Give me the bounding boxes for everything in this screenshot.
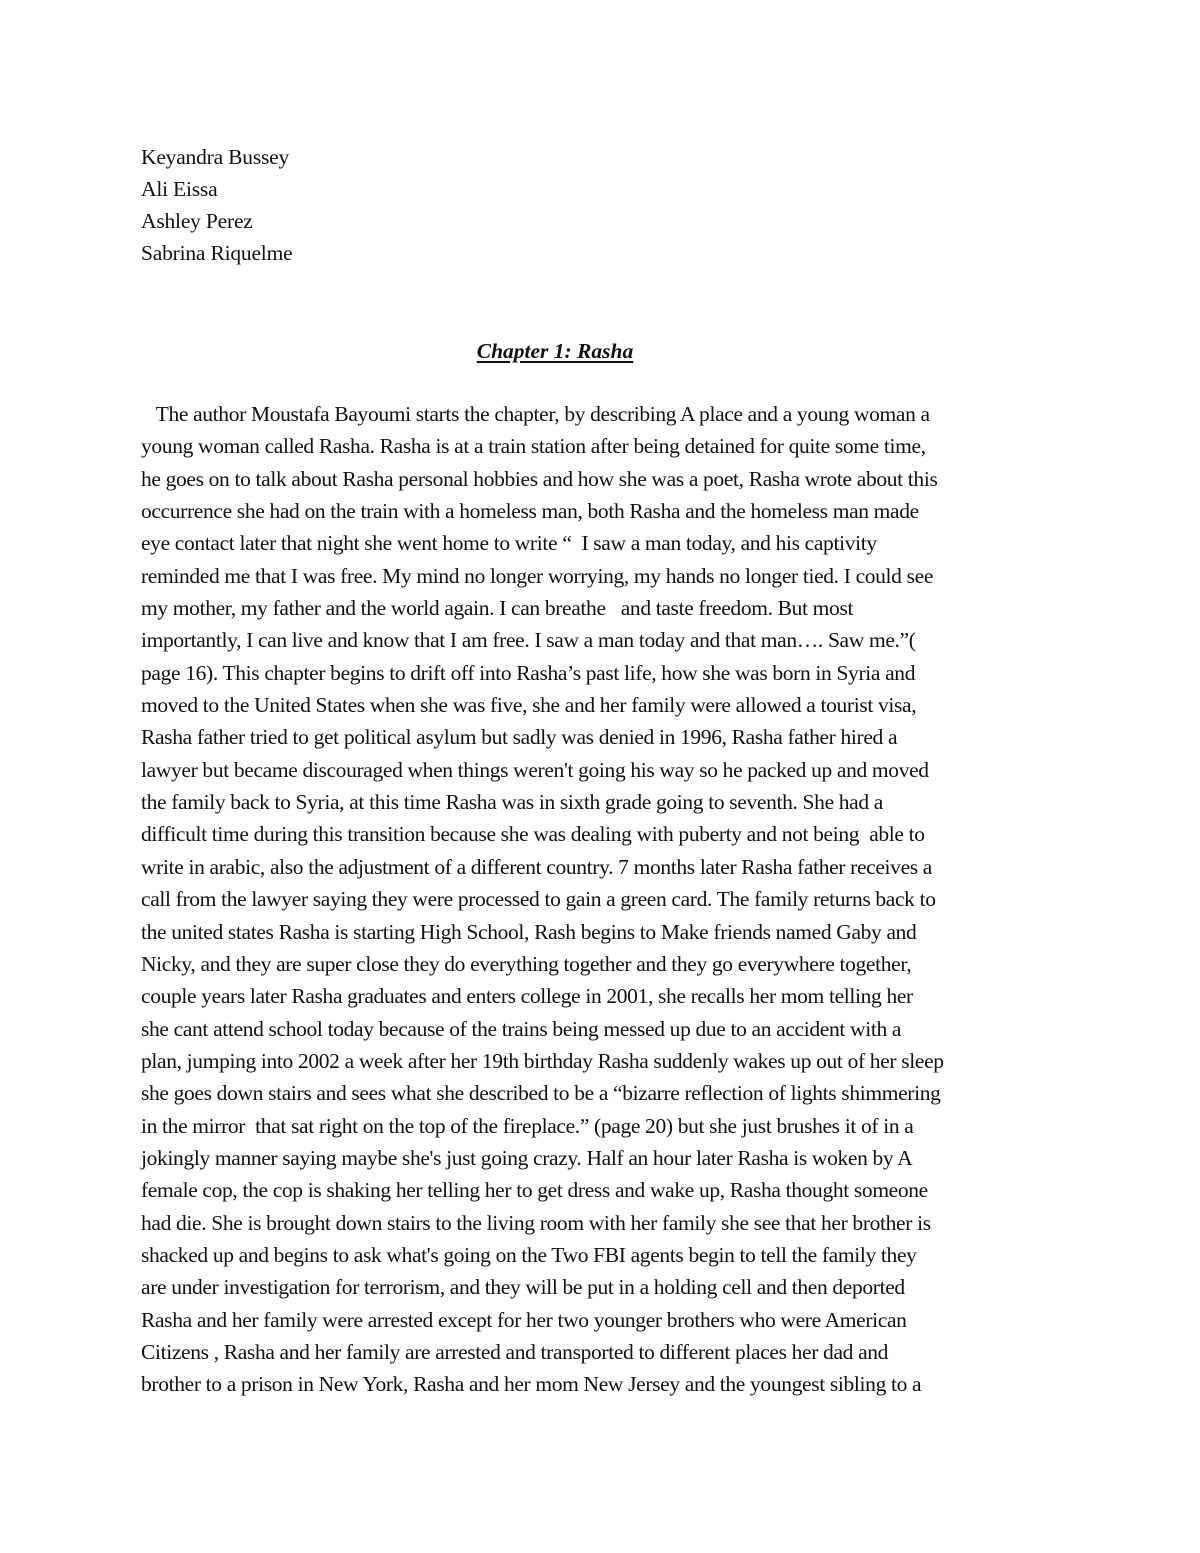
paragraph-line: difficult time during this transition because she was dealing with puberty and not being able to [141, 822, 925, 847]
paragraph-line: in the mirror that sat right on the top of the fireplace.” (page 20) but she just brushes it of in a [141, 1113, 914, 1138]
paragraph-line: she goes down stairs and sees what she described to be a “bizarre reflection of lights shimmering [141, 1081, 941, 1106]
paragraph-line: the family back to Syria, at this time Rasha was in sixth grade going to seventh. She had a [141, 790, 883, 815]
chapter-title: Chapter 1: Rasha [476, 339, 634, 363]
paragraph-line: Citizens , Rasha and her family are arrested and transported to different places her dad and [141, 1339, 889, 1364]
paragraph-line: write in arabic, also the adjustment of a different country. 7 months later Rasha father receives a [141, 854, 933, 879]
paragraph-line: Rasha father tried to get political asylum but sadly was denied in 1996, Rasha father hired a [141, 725, 898, 750]
paragraph-line: young woman called Rasha. Rasha is at a train station after being detained for quite some time, [141, 434, 926, 459]
author-list [141, 141, 292, 269]
paragraph-line: couple years later Rasha graduates and enters college in 2001, she recalls her mom telling her [141, 984, 913, 1009]
paragraph-line: importantly, I can live and know that I am free. I saw a man today and that man…. Saw me.”( [141, 628, 916, 653]
paragraph-line: Rasha and her family were arrested except for her two younger brothers who were American [141, 1307, 907, 1332]
paragraph-line: the united states Rasha is starting High School, Rash begins to Make friends named Gaby and [141, 919, 917, 944]
paragraph-line: he goes on to talk about Rasha personal hobbies and how she was a poet, Rasha wrote about this [141, 466, 938, 491]
paragraph-line: jokingly manner saying maybe she's just going crazy. Half an hour later Rasha is woken by A [141, 1145, 913, 1170]
paragraph-line: she cant attend school today because of the trains being messed up due to an accident with a [141, 1016, 902, 1041]
paragraph-line: call from the lawyer saying they were processed to gain a green card. The family returns back to [141, 887, 936, 912]
paragraph-line: page 16). This chapter begins to drift off into Rasha’s past life, how she was born in Syria and [141, 660, 916, 685]
paragraph-line: my mother, my father and the world again. I can breathe and taste freedom. But most [141, 596, 854, 621]
paragraph-line: brother to a prison in New York, Rasha and her mom New Jersey and the youngest sibling to a [141, 1372, 922, 1397]
paragraph-line: had die. She is brought down stairs to the living room with her family she see that her brother is [141, 1210, 931, 1235]
author-name: Ali Eissa [141, 177, 218, 201]
paragraph-line: Nicky, and they are super close they do everything together and they go everywhere together, [141, 951, 912, 976]
paragraph-line: moved to the United States when she was five, she and her family were allowed a tourist visa, [141, 693, 917, 718]
author-name: Sabrina Riquelme [141, 241, 293, 265]
body-paragraph [141, 398, 1061, 1401]
author-name: Keyandra Bussey [141, 145, 290, 169]
paragraph-line: eye contact later that night she went home to write “ I saw a man today, and his captivity [141, 531, 877, 556]
paragraph-line: are under investigation for terrorism, and they will be put in a holding cell and then deported [141, 1275, 905, 1300]
paragraph-line: shacked up and begins to ask what's going on the Two FBI agents begin to tell the family they [141, 1242, 917, 1267]
paragraph-line: occurrence she had on the train with a homeless man, both Rasha and the homeless man made [141, 499, 919, 524]
paragraph-line: female cop, the cop is shaking her telling her to get dress and wake up, Rasha thought someone [141, 1178, 928, 1203]
paragraph-line: plan, jumping into 2002 a week after her 19th birthday Rasha suddenly wakes up out of her sleep [141, 1048, 944, 1073]
author-name: Ashley Perez [141, 209, 253, 233]
paragraph-line: reminded me that I was free. My mind no longer worrying, my hands no longer tied. I could see [141, 563, 934, 588]
paragraph-line: lawyer but became discouraged when things weren't going his way so he packed up and moved [141, 757, 929, 782]
paragraph-line: The author Moustafa Bayoumi starts the chapter, by describing A place and a young woman a [141, 402, 930, 426]
